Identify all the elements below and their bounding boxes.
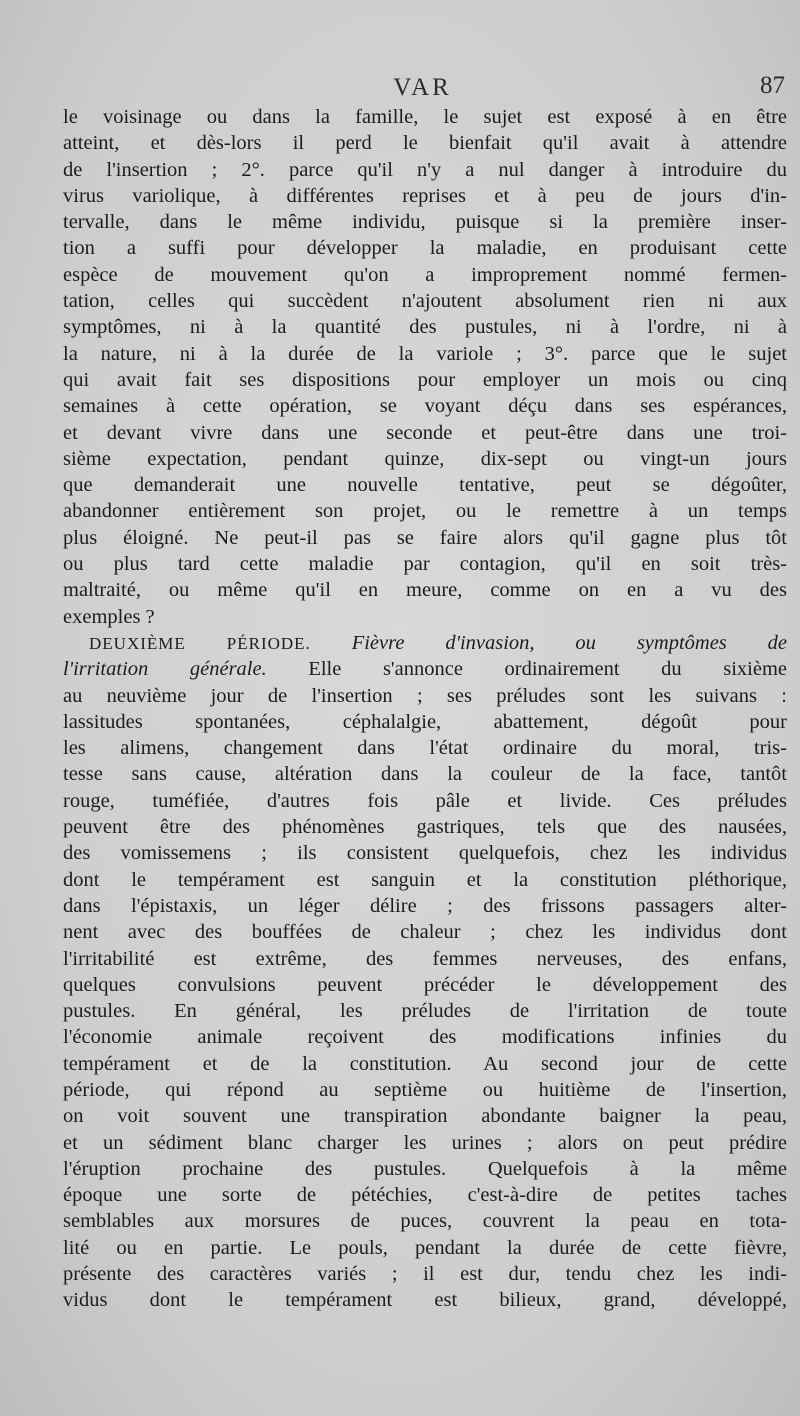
- text-line: maltraité, ou même qu'il en meure, comme on en a vu des: [63, 579, 787, 602]
- text-line: peuvent être des phénomènes gastriques, tels que des nausées,: [63, 816, 787, 839]
- text-line: que demanderait une nouvelle tentative, peut se dégoûter,: [63, 474, 787, 497]
- text-line: tervalle, dans le même individu, puisque si la première inser-: [63, 211, 787, 234]
- section-heading-line: [63, 630, 787, 656]
- text-line: nent avec des bouffées de chaleur ; chez les individus dont: [63, 921, 787, 944]
- text-line: lassitudes spontanées, céphalalgie, abattement, dégoût pour: [63, 710, 787, 733]
- text-line: atteint, et dès-lors il perd le bienfait qu'il avait à attendre: [63, 132, 787, 155]
- text-line: des vomissemens ; ils consistent quelquefois, chez les individus: [63, 842, 787, 865]
- page-header: [60, 74, 785, 108]
- text-line: dont le tempérament est sanguin et la constitution pléthorique,: [63, 868, 787, 891]
- text-line: sième expectation, pendant quinze, dix-sept ou vingt-un jours: [63, 447, 787, 470]
- text-line: abandonner entièrement son projet, ou le remettre à un temps: [63, 500, 787, 523]
- section-label: DEUXIÈME PÉRIODE.: [89, 633, 311, 653]
- text-line: présente des caractères variés ; il est dur, tendu chez les indi-: [63, 1263, 787, 1286]
- text-line: au neuvième jour de l'insertion ; ses préludes sont les suivans :: [63, 684, 787, 707]
- text-line: période, qui répond au septième ou huitième de l'insertion,: [63, 1078, 787, 1101]
- text-line: et devant vivre dans une seconde et peut-être dans une troi-: [63, 421, 787, 444]
- text-line: pustules. En général, les préludes de l'irritation de toute: [63, 1000, 787, 1023]
- text-line: semaines à cette opération, se voyant déçu dans ses espérances,: [63, 395, 787, 418]
- page-number: 87: [760, 72, 785, 99]
- section-title: Fièvre d'invasion, ou symptômes de: [351, 631, 788, 654]
- text-line: espèce de mouvement qu'on a improprement nommé fermen-: [63, 263, 787, 286]
- text-line: l'éruption prochaine des pustules. Quelquefois à la même: [63, 1157, 787, 1180]
- text-line: l'irritabilité est extrême, des femmes nerveuses, des enfans,: [63, 947, 787, 970]
- text-line: semblables aux morsures de puces, couvrent la peau en tota-: [63, 1210, 787, 1233]
- text-line: les alimens, changement dans l'état ordinaire du moral, tris-: [63, 737, 787, 760]
- body-text: [63, 104, 787, 1314]
- text-line: dans l'épistaxis, un léger délire ; des frissons passagers alter-: [63, 894, 787, 917]
- text-line: on voit souvent une transpiration abondante baigner la peau,: [63, 1105, 787, 1128]
- text-line: plus éloigné. Ne peut-il pas se faire alors qu'il gagne plus tôt: [63, 526, 787, 549]
- text-line: vidus dont le tempérament est bilieux, grand, développé,: [63, 1289, 787, 1312]
- text-line: virus variolique, à différentes reprises et à peu de jours d'in-: [63, 184, 787, 207]
- text-line: tation, celles qui succèdent n'ajoutent absolument rien ni aux: [63, 290, 787, 313]
- text-line: ou plus tard cette maladie par contagion, qu'il en soit très-: [63, 553, 787, 576]
- text-line: qui avait fait ses dispositions pour employer un mois ou cinq: [63, 368, 787, 391]
- text-line: quelques convulsions peuvent précéder le développement des: [63, 973, 787, 996]
- text-line: symptômes, ni à la quantité des pustules, ni à l'ordre, ni à: [63, 316, 787, 339]
- text-line: lité ou en partie. Le pouls, pendant la durée de cette fièvre,: [63, 1236, 787, 1259]
- text-line: exemples ?: [63, 605, 155, 628]
- section-title-continued: l'irritation générale.: [63, 658, 267, 681]
- text-line: le voisinage ou dans la famille, le sujet est exposé à en être: [63, 106, 787, 128]
- text-line: tion a suffi pour développer la maladie, en produisant cette: [63, 237, 787, 260]
- text-line: rouge, tuméfiée, d'autres fois pâle et livide. Ces préludes: [63, 789, 787, 812]
- section-first-line: Elle s'annonce ordinairement du sixième: [308, 658, 787, 681]
- text-line: l'économie animale reçoivent des modifications infinies du: [63, 1026, 787, 1049]
- section-heading-line: [63, 656, 787, 682]
- text-line: tempérament et de la constitution. Au second jour de cette: [63, 1052, 787, 1075]
- text-line: et un sédiment blanc charger les urines ; alors on peut prédire: [63, 1131, 787, 1154]
- text-line: tesse sans cause, altération dans la couleur de la face, tantôt: [63, 763, 787, 786]
- text-line: de l'insertion ; 2°. parce qu'il n'y a nul danger à introduire du: [63, 158, 787, 181]
- text-line: la nature, ni à la durée de la variole ; 3°. parce que le sujet: [63, 342, 787, 365]
- text-line: époque une sorte de pétéchies, c'est-à-dire de petites taches: [63, 1184, 787, 1207]
- running-head: VAR: [393, 74, 452, 101]
